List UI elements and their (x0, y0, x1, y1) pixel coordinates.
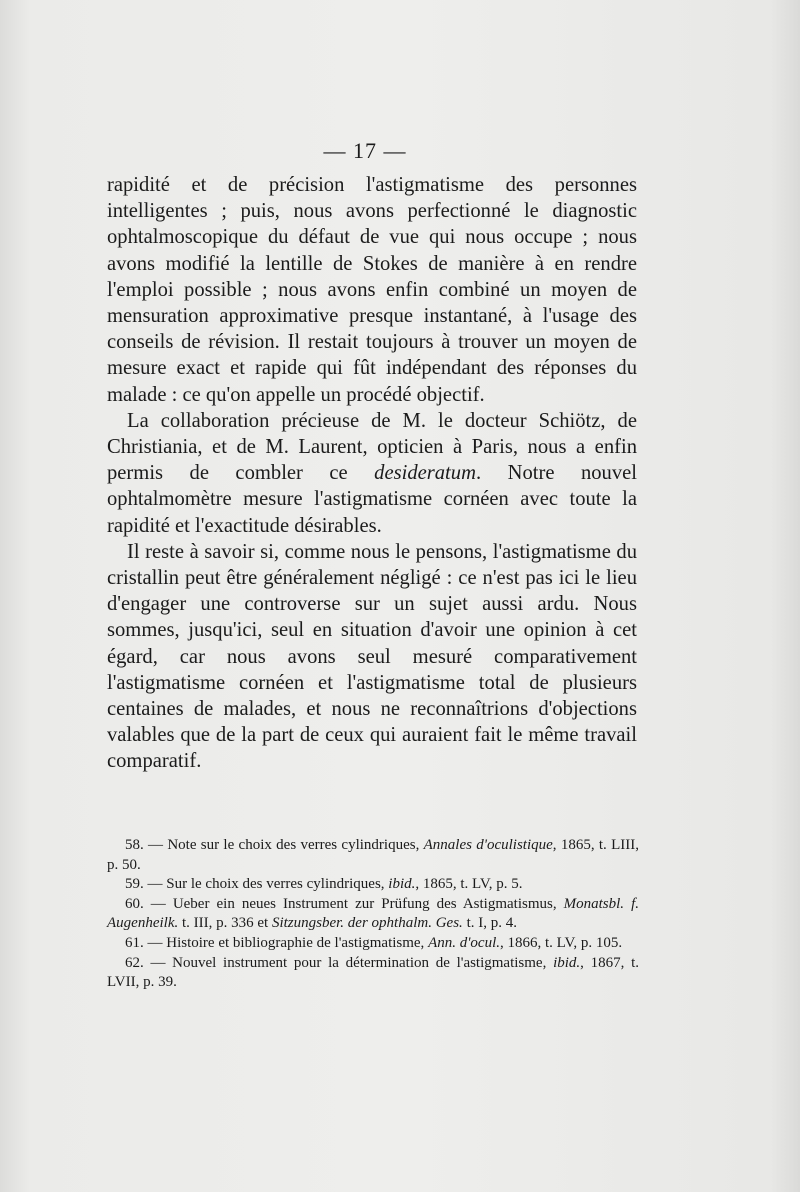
footnote-61-ref: , 1866, t. LV, p. 105. (500, 934, 623, 951)
footnote-58 (107, 836, 639, 875)
footnote-62-journal: ibid. (553, 954, 581, 971)
paragraph-2 (107, 408, 637, 539)
footnote-58-journal: Annales d'oculistique (423, 837, 553, 853)
footnote-60-journal-2: Sitzungsber. der ophthalm. Ges. (271, 915, 463, 932)
footnote-58-ref: , 1865, t. LIII, p. 50. (107, 837, 639, 873)
footnote-61-journal: Ann. d'ocul. (428, 934, 501, 951)
footnote-59-ref: , 1865, t. LV, p. 5. (415, 876, 523, 893)
footnote-62-ref: , 1867, t. LVII, p. 39. (107, 954, 640, 991)
paragraph-3: Il reste à savoir si, comme nous le pensons, l'astigmatisme du cristallin peut être généralement négligé : ce n'est pas ici le lieu d'engager une controverse sur un sujet aussi ardu. Nous sommes, jusqu'ici, seul en situation d'avoir une opinion à cet égard, car nous avons seul mesuré comparativement l'astigmatisme cornéen et l'astigmatisme total de plusieurs centaines de malades, et nous ne reconnaîtrions d'objections valables que de la part de ceux qui auraient fait le même travail comparatif. (107, 540, 637, 773)
footnote-61-text: 61. — Histoire et bibliographie de l'astigmatisme, (125, 934, 429, 951)
paragraph-2-text-a: La collaboration précieuse de M. le docteur Schiötz, de Christiania, et de M. Laurent, opticien à Paris, nous a enfin permis de combler ce (107, 409, 637, 485)
footnote-60-text: 60. — Ueber ein neues Instrument zur Prüfung des Astigmatismus, (125, 895, 564, 912)
footnote-59 (107, 875, 639, 895)
footnote-62-text: 62. — Nouvel instrument pour la détermination de l'astigmatisme, (125, 954, 554, 971)
footnote-60-journal: Monatsbl. f. Augenheilk. (107, 895, 639, 932)
footnote-60 (107, 895, 639, 934)
footnote-62 (107, 954, 639, 993)
footnote-59-text: 59. — Sur le choix des verres cylindriques, (125, 876, 389, 893)
paragraph-2-text-b: . Notre nouvel ophtalmomètre mesure l'astigmatisme cornéen avec toute la rapidité et l'exactitude désirables. (107, 462, 637, 537)
footnote-61 (107, 934, 639, 954)
page-number: — 17 — (323, 138, 407, 163)
footnote-58-text: 58. — Note sur le choix des verres cylindriques, (125, 837, 424, 853)
footnote-60-ref-2: t. I, p. 4. (462, 915, 517, 932)
paragraph-1: rapidité et de précision l'astigmatisme des personnes intelligentes ; puis, nous avons perfectionné le diagnostic ophtalmoscopique du défaut de vue qui nous occupe ; nous avons modifié la lentille de Stokes de manière à en rendre l'emploi possible ; nous avons enfin combiné un moyen de mensuration approximative presque instantané, à l'usage des conseils de révision. Il restait toujours à trouver un moyen de mesure exact et rapide qui fût indépendant des réponses du malade : ce qu'on appelle un procédé objectif. (107, 174, 637, 406)
footnote-60-ref: t. III, p. 336 et (178, 915, 272, 932)
footnotes (107, 836, 639, 993)
footnote-59-journal: ibid. (388, 876, 416, 893)
body-text (107, 172, 637, 775)
paragraph-2-emphasis: desideratum (374, 462, 476, 485)
